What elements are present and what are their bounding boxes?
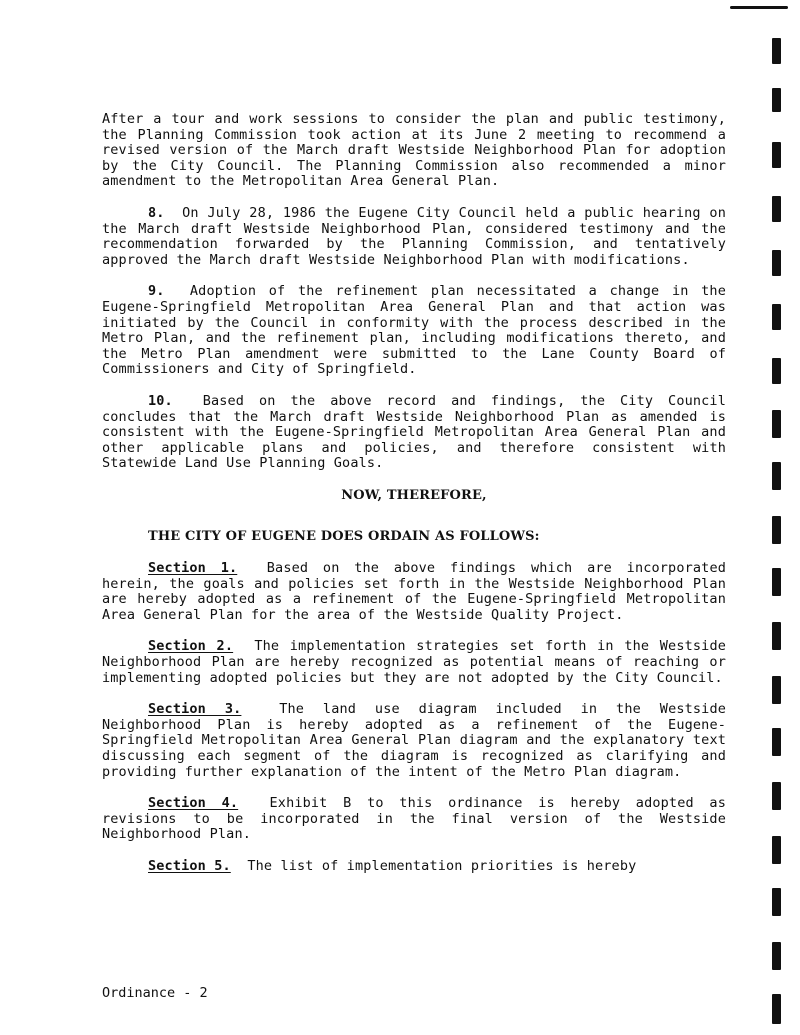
scan-mark [772,676,781,704]
finding-9 [102,284,726,378]
scan-mark [772,358,781,384]
scan-mark [772,782,781,810]
scan-mark [772,516,781,544]
scan-mark [772,88,781,112]
section-4-text: Exhibit B to this ordinance is hereby adopted as revisions to be incorporated in the final version of the Westside Neighborhood Plan. [102,795,726,843]
scan-mark [772,836,781,864]
finding-9-number: 9. [148,283,165,300]
finding-8-number: 8. [148,204,165,221]
finding-10 [102,394,726,472]
finding-9-text: Adoption of the refinement plan necessitated a change in the Eugene-Springfield Metropolitan Area General Plan and that action was initiated by the Council in conformity with the process described in the Metro Plan, and the refinement plan, including modifications thereto, and the Metro Plan amendment were submitted to the Lane County Board of Commissioners and City of Springfield. [102,283,726,378]
section-1-text: Based on the above findings which are incorporated herein, the goals and policies set forth in the Westside Neighborhood Plan are hereby adopted as a refinement of the Eugene-Springfield Metropolitan Area General Plan for the area of the Westside Quality Project. [102,560,727,623]
ordain-heading: THE CITY OF EUGENE DOES ORDAIN AS FOLLOWS: [148,529,540,545]
scan-mark [772,142,781,168]
scan-edge-line [730,6,788,9]
document-body [102,112,726,875]
section-2-text: The implementation strategies set forth in the Westside Neighborhood Plan are hereby recognized as potential means of reaching or implementing adopted policies but they are not adopted by the City Council. [102,638,726,686]
scan-mark [772,942,781,970]
finding-8 [102,206,726,268]
finding-10-text: Based on the above record and findings, the City Council concludes that the March draft Westside Neighborhood Plan as amended is consistent with the Eugene-Springfield Metropolitan Area General Plan and other applicable plans and policies, and therefore consistent with Statewide Land Use Planning Goals. [102,392,726,472]
scan-mark [772,304,781,330]
section-3-heading: Section 3. [148,701,242,718]
section-5 [102,859,726,875]
section-3 [102,702,726,780]
scan-mark [772,622,781,650]
section-2-heading: Section 2. [148,638,234,655]
scan-mark [772,994,781,1024]
scan-mark [772,38,781,64]
scan-mark [772,568,781,596]
section-4-heading: Section 4. [148,795,239,812]
section-1-heading: Section 1. [148,560,238,577]
scan-mark [772,728,781,756]
finding-8-text: On July 28, 1986 the Eugene City Council held a public hearing on the March draft Westside Neighborhood Plan, considered testimony and the recommendation forwarded by the Planning Commission, and tentatively approved the March draft Westside Neighborhood Plan with modifications. [102,204,726,268]
now-therefore-heading: NOW, THEREFORE, [341,487,487,503]
section-5-heading: Section 5. [148,857,231,874]
intro-paragraph: After a tour and work sessions to consider the plan and public testimony, the Planning Commission took action at its June 2 meeting to recommend a revised version of the March draft Westside Neighborhood Plan for adoption by the City Council. The Planning Commission also recommended a minor amendment to the Metropolitan Area General Plan. [102,111,726,190]
scan-mark [772,888,781,916]
scan-mark [772,462,781,490]
scan-mark [772,250,781,276]
scan-mark [772,410,781,438]
section-3-text: The land use diagram included in the Westside Neighborhood Plan is hereby adopted as a refinement of the Eugene-Springfield Metropolitan Area General Plan diagram and the explanatory text discussing each segment of the diagram is recognized as clarifying and providing further explanation of the intent of the Metro Plan diagram. [102,701,727,780]
scan-mark [772,196,781,222]
section-4 [102,796,726,843]
section-5-text: The list of implementation priorities is hereby [247,857,637,874]
page-footer: Ordinance - 2 [102,985,208,1001]
section-2 [102,639,726,686]
section-1 [102,561,726,623]
finding-10-number: 10. [148,392,173,409]
